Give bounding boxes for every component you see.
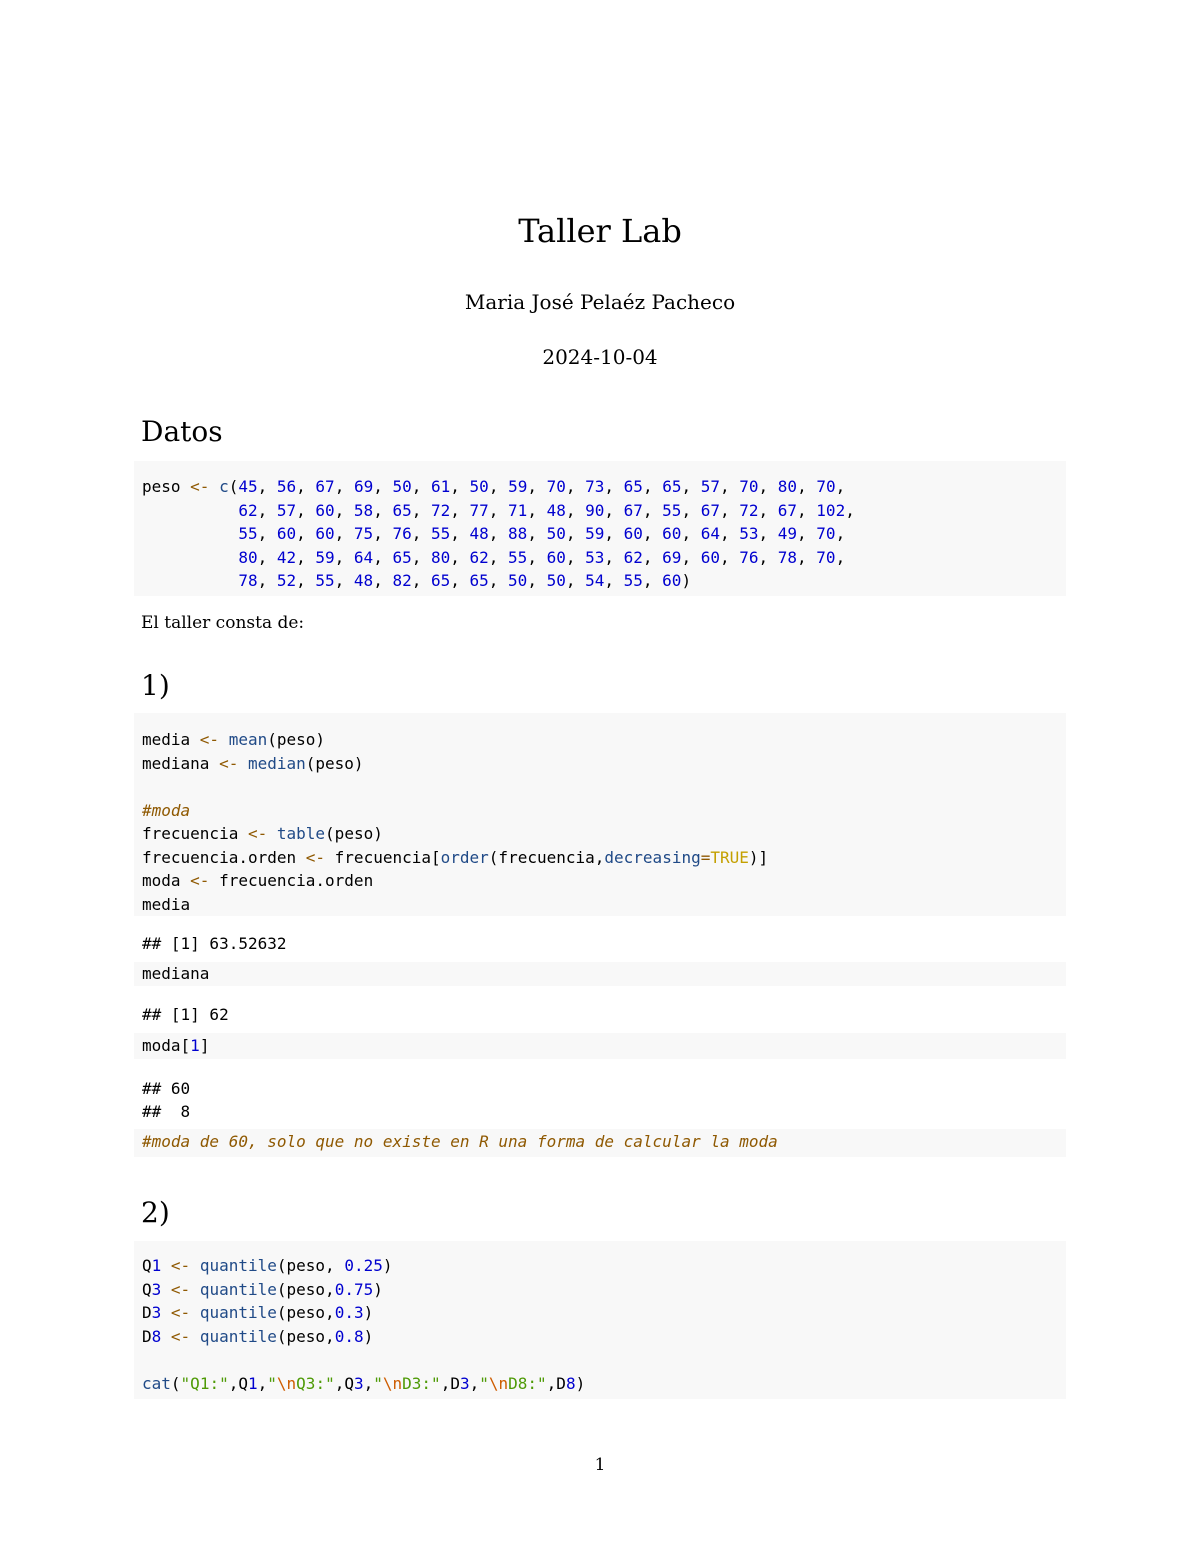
section-heading-2: 2) [141, 1196, 170, 1229]
code-moda: moda[1] [142, 1036, 210, 1055]
output-media: ## [1] 63.52632 [142, 934, 287, 953]
code-mediana: mediana [142, 964, 210, 983]
code-datos: peso <- c(45, 56, 67, 69, 50, 61, 50, 59, 70, 73, 65, 65, 57, 70, 80, 70, 62, 57, 60, 58, 65, 72, 77, 71, 48, 90, 67, 55, 67, 72, 67, 102, 55, 60, 60, 75, 76, 55, 48, 88, 50, 59, 60, 60, 64, 53, 49, 70, 80, 42, 59, 64, 65, 80, 62, 55, 60, 53, 62, 69, 60, 76, 78, 70, 78, 52, 55, 48, 82, 65, 65, 50, 50, 54, 55, 60) [142, 477, 855, 590]
code-block-moda [134, 1033, 1066, 1059]
section-heading-1: 1) [141, 669, 170, 702]
document-title: Taller Lab [518, 212, 682, 250]
document-date: 2024-10-04 [542, 345, 658, 369]
section-heading-datos: Datos [141, 415, 223, 448]
output-moda-count: ## 8 [142, 1102, 191, 1121]
code-2: Q1 <- quantile(peso, 0.25) Q3 <- quantile(peso,0.75) D3 <- quantile(peso,0.3) D8 <- quantile(peso,0.8) cat("Q1:",Q1,"\nQ3:",Q3,"\nD3:",D3,"\nD8:",D8) [142, 1256, 586, 1393]
code-comment: #moda de 60, solo que no existe en R una forma de calcular la moda [142, 1132, 778, 1151]
output-mediana: ## [1] 62 [142, 1005, 229, 1024]
paragraph-intro: El taller consta de: [141, 613, 305, 633]
document-author: Maria José Pelaéz Pacheco [464, 290, 736, 314]
code-1: media <- mean(peso) mediana <- median(peso) #moda frecuencia <- table(peso) frecuencia.orden <- frecuencia[order(frecuencia,decreasing=TRUE)] moda <- frecuencia.orden media [142, 730, 769, 914]
output-moda-value: ## 60 [142, 1079, 191, 1098]
page-number: 1 [594, 1455, 606, 1475]
code-block-mediana [134, 962, 1066, 986]
